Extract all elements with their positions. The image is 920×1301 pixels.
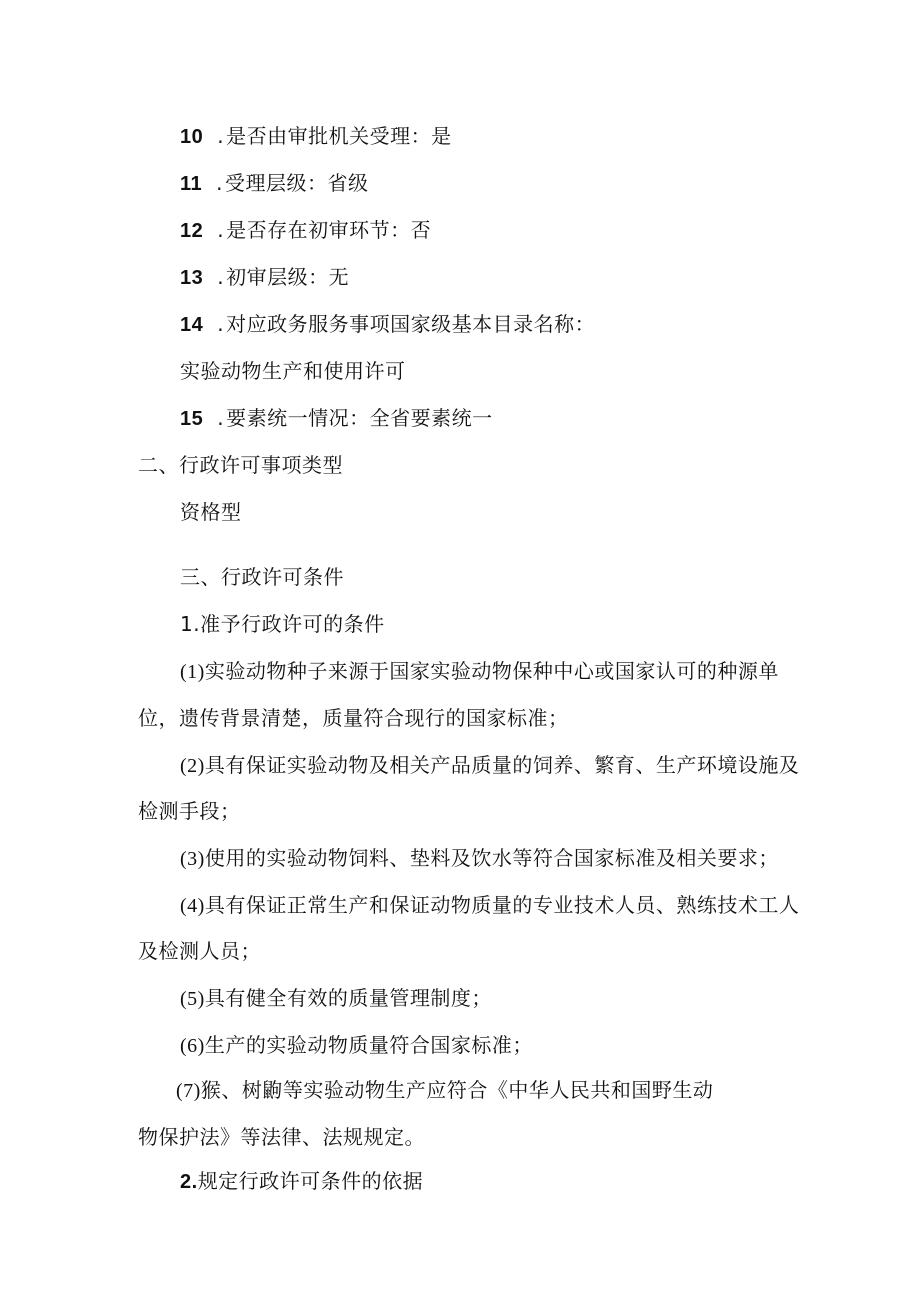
item-number: 12 bbox=[180, 220, 204, 242]
item-separator: . bbox=[217, 265, 225, 289]
condition-continuation: 及检测人员； bbox=[138, 939, 261, 963]
item-text: 是否由审批机关受理：是 bbox=[226, 124, 452, 148]
item-number: 11 bbox=[180, 173, 203, 195]
condition-text: 实验动物种子来源于国家实验动物保种中心或国家认可的种源单 bbox=[204, 659, 779, 683]
condition-label: (1) bbox=[180, 661, 205, 683]
item-14-value: 实验动物生产和使用许可 bbox=[180, 359, 406, 383]
item-text: 受理层级：省级 bbox=[225, 171, 369, 195]
condition-item bbox=[180, 984, 492, 1013]
condition-item bbox=[180, 891, 799, 920]
item-number: 10 bbox=[180, 126, 204, 148]
condition-item bbox=[180, 657, 779, 686]
condition-label: (2) bbox=[180, 755, 205, 777]
condition-text: 具有保证正常生产和保证动物质量的专业技术人员、熟练技术工人 bbox=[204, 893, 800, 917]
condition-item bbox=[180, 844, 779, 873]
item-text: 要素统一情况：全省要素统一 bbox=[226, 406, 493, 430]
condition-label: (5) bbox=[180, 988, 205, 1010]
item-separator: . bbox=[217, 218, 225, 242]
subsection-text: 规定行政许可条件的依据 bbox=[197, 1169, 424, 1193]
list-item bbox=[180, 169, 369, 198]
condition-label: (6) bbox=[180, 1035, 205, 1057]
condition-item bbox=[180, 1031, 533, 1060]
condition-label: (3) bbox=[180, 848, 205, 870]
condition-text: 具有健全有效的质量管理制度； bbox=[204, 986, 492, 1010]
condition-text: 生产的实验动物质量符合国家标准； bbox=[204, 1033, 533, 1057]
item-text: 对应政务服务事项国家级基本目录名称： bbox=[226, 312, 596, 336]
subsection-heading bbox=[180, 1167, 423, 1196]
condition-text: 使用的实验动物饲料、垫料及饮水等符合国家标准及相关要求； bbox=[204, 846, 779, 870]
section-value: 资格型 bbox=[180, 500, 242, 524]
item-separator: . bbox=[217, 406, 225, 430]
condition-item bbox=[180, 751, 799, 780]
item-separator: . bbox=[217, 312, 225, 336]
condition-continuation: 检测手段； bbox=[138, 799, 241, 823]
item-number: 13 bbox=[180, 267, 204, 289]
section-heading: 二、行政许可事项类型 bbox=[138, 453, 343, 477]
item-separator: . bbox=[217, 124, 225, 148]
section-heading: 三、行政许可条件 bbox=[180, 565, 344, 589]
item-number: 14 bbox=[180, 314, 204, 336]
list-item bbox=[180, 310, 595, 339]
subsection-number: 1. bbox=[180, 612, 201, 636]
list-item bbox=[180, 263, 349, 292]
item-separator: . bbox=[216, 171, 224, 195]
list-item bbox=[180, 122, 452, 151]
list-item bbox=[180, 404, 493, 433]
condition-item bbox=[176, 1076, 713, 1105]
condition-text: 猴、树鼩等实验动物生产应符合《中华人民共和国野生动 bbox=[200, 1078, 714, 1102]
item-text: 初审层级：无 bbox=[226, 265, 350, 289]
subsection-heading bbox=[180, 610, 385, 638]
condition-label: (4) bbox=[180, 895, 205, 917]
condition-text: 具有保证实验动物及相关产品质量的饲养、繁育、生产环境设施及 bbox=[204, 753, 800, 777]
item-text: 是否存在初审环节：否 bbox=[226, 218, 432, 242]
list-item bbox=[180, 216, 431, 245]
subsection-number: 2. bbox=[180, 1171, 198, 1193]
item-number: 15 bbox=[180, 408, 204, 430]
condition-label: (7) bbox=[176, 1080, 201, 1102]
subsection-text: 准予行政许可的条件 bbox=[200, 612, 385, 636]
condition-continuation: 位，遗传背景清楚，质量符合现行的国家标准； bbox=[138, 706, 569, 730]
condition-continuation: 物保护法》等法律、法规规定。 bbox=[138, 1125, 425, 1149]
